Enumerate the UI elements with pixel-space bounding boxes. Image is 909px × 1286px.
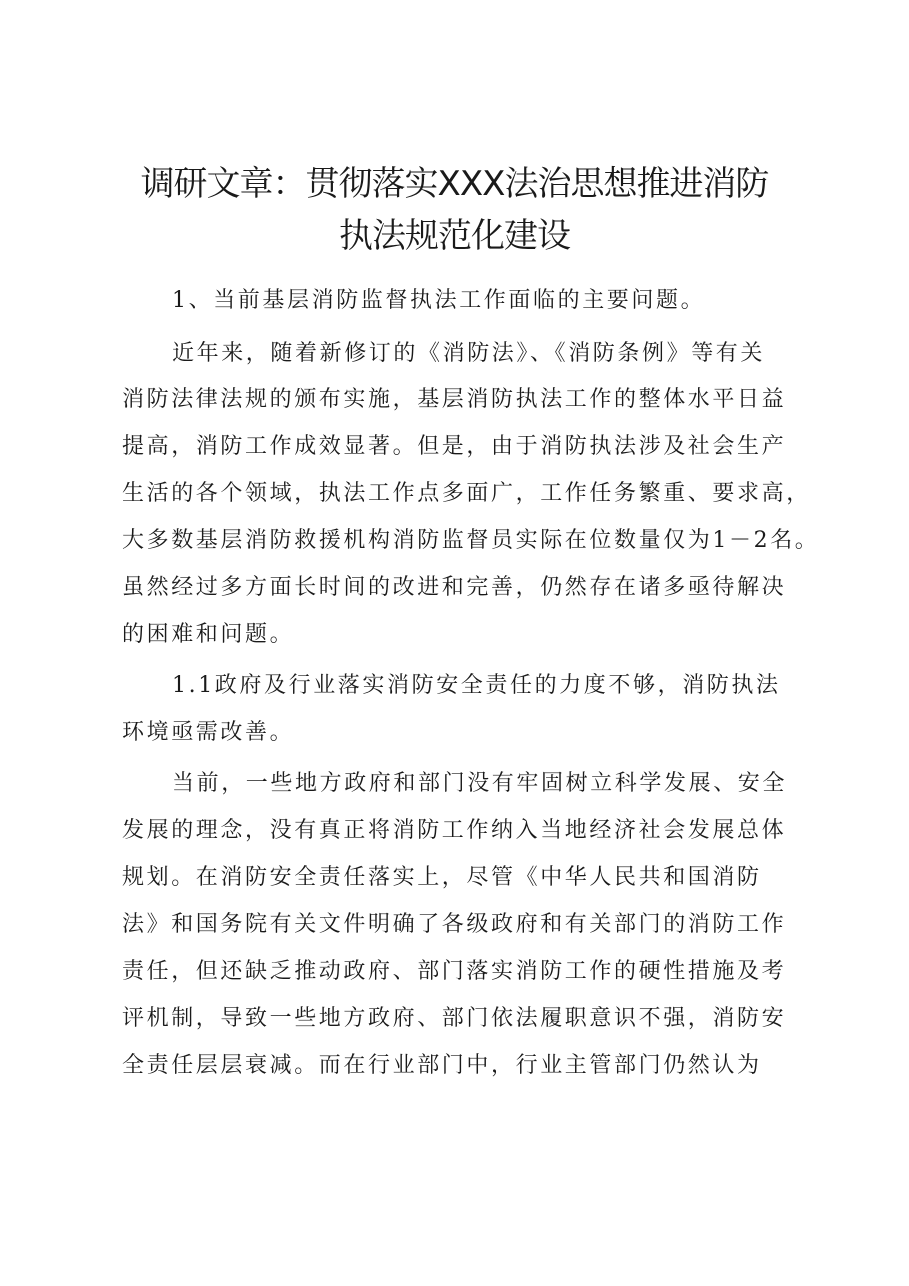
paragraph-line: 虽然经过多方面长时间的改进和完善，仍然存在诸多亟待解决 — [122, 575, 787, 600]
paragraph-line: 规划。在消防安全责任落实上，尽管《中华人民共和国消防 — [122, 865, 762, 890]
paragraph-line: 近年来，随着新修订的《消防法》、《消防条例》等有关 — [172, 341, 766, 366]
subsection-heading-continued: 环境亟需改善。 — [122, 720, 295, 745]
paragraph-line: 法》和国务院有关文件明确了各级政府和有关部门的消防工作 — [122, 912, 787, 937]
paragraph-line: 责任，但还缺乏推动政府、部门落实消防工作的硬性措施及考 — [122, 959, 787, 984]
paragraph-line: 评机制，导致一些地方政府、部门依法履职意识不强，消防安 — [122, 1006, 787, 1031]
paragraph-line: 大多数基层消防救援机构消防监督员实际在位数量仅为1－2名。 — [122, 528, 820, 553]
paragraph-line: 的困难和问题。 — [122, 622, 295, 647]
paragraph-line: 发展的理念，没有真正将消防工作纳入当地经济社会发展总体 — [122, 818, 787, 843]
section-heading: 1、当前基层消防监督执法工作面临的主要问题。 — [172, 288, 706, 313]
paragraph-line: 当前，一些地方政府和部门没有牢固树立科学发展、安全 — [172, 771, 788, 796]
paragraph-line: 提高，消防工作成效显著。但是，由于消防执法涉及社会生产 — [122, 434, 787, 459]
paragraph-line: 生活的各个领域，执法工作点多面广，工作任务繁重、要求高， — [122, 481, 811, 506]
paragraph-line: 全责任层层衰减。而在行业部门中，行业主管部门仍然认为 — [122, 1053, 762, 1078]
subsection-heading: 1.1政府及行业落实消防安全责任的力度不够，消防执法 — [172, 673, 781, 698]
paragraph-line: 消防法律法规的颁布实施，基层消防执法工作的整体水平日益 — [122, 387, 787, 412]
document-title-line-2: 执法规范化建设 — [339, 216, 570, 256]
document-title-line-1: 调研文章：贯彻落实XXX法治思想推进消防 — [140, 164, 769, 204]
